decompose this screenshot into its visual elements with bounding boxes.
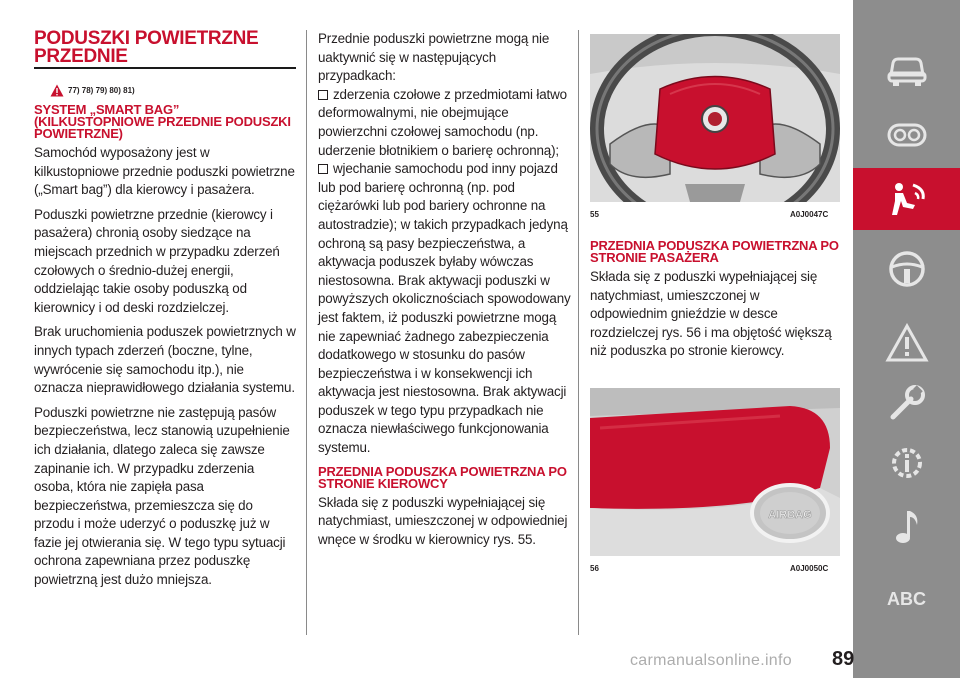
dashboard-airbag-illustration bbox=[590, 388, 840, 556]
sidebar-item-safety[interactable] bbox=[853, 168, 960, 230]
paragraph-driver-airbag: Składa się z poduszki wypełniającej się natychmiast, umieszczonej w odpowiedniej wnęce w środku w kierownicy rys. 55. bbox=[318, 494, 568, 547]
paragraph-non-activation: Brak uruchomienia poduszek powietrznych w innych typach zderzeń (boczne, tylne, wywrócenie się samochodu itp.), nie oznacza nieprawidłowego działania systemu. bbox=[34, 324, 296, 396]
warning-triangle-icon bbox=[50, 84, 64, 97]
page-title: PODUSZKI POWIETRZNE PRZEDNIE bbox=[34, 28, 259, 67]
chapter-sidebar bbox=[853, 0, 960, 678]
index-abc-label: ABC bbox=[887, 588, 926, 609]
figure-55-steering-wheel bbox=[590, 34, 840, 202]
sidebar-item-technical-data[interactable] bbox=[853, 432, 960, 494]
watermark: carmanualsonline.info bbox=[630, 652, 792, 669]
column-right bbox=[590, 240, 840, 361]
bullet-item: zderzenia czołowe z przedmiotami łatwo deformowalnymi, nie obejmujące powierzchni czołowej samochodu (np. uderzenie błotnikiem o barierę ochronną); bbox=[318, 86, 567, 158]
warning-references bbox=[50, 84, 135, 97]
sidebar-item-emergency[interactable] bbox=[853, 312, 960, 374]
figure-56-passenger-airbag bbox=[590, 388, 840, 556]
sidebar-item-car[interactable] bbox=[853, 38, 960, 100]
paragraph-passenger-airbag: Składa się z poduszki wypełniającej się natychmiast, umieszczonej w odpowiednim gnieździe w desce rozdzielczej rys. 56 i ma objętość większą niż poduszka po stronie kierowcy. bbox=[590, 269, 832, 359]
figure-56-number: 56 bbox=[590, 564, 599, 573]
title-divider bbox=[34, 67, 296, 69]
checkbox-bullet-icon bbox=[318, 90, 328, 100]
service-icon bbox=[885, 443, 929, 483]
heading-driver-airbag: PRZEDNIA PODUSZKA POWIETRZNA PO STRONIE KIEROWCY bbox=[318, 463, 567, 491]
airbag-label-text: AIRBAG bbox=[768, 509, 812, 521]
wrench-icon bbox=[885, 383, 929, 423]
column-middle bbox=[318, 30, 576, 549]
figure-55-code: A0J0047C bbox=[790, 210, 829, 219]
sidebar-item-dashboard[interactable] bbox=[853, 104, 960, 166]
paragraph-may-not-activate: Przednie poduszki powietrzne mogą nie uaktywnić się w następujących przypadkach: bbox=[318, 31, 550, 84]
heading-passenger-airbag: PRZEDNIA PODUSZKA POWIETRZNA PO STRONIE PASAŻERA bbox=[590, 238, 839, 265]
page-number: 89 bbox=[832, 648, 855, 670]
paragraph-seatbelts: Poduszki powietrzne nie zastępują pasów bezpieczeństwa, lecz stanowią uzupełnienie ich działania, dlatego zaleca się zawsze zapinanie ich. W przypadku zderzenia osoba, która nie zapięła pasa bezpieczeństwa, przemieszcza się do przodu i może uderzyć o poduszkę już w fazie jej otwierania się. W tego typu sytuacji ochrona zapewniana przez poduszkę powietrzną jest dużo mniejsza. bbox=[34, 404, 290, 588]
sidebar-item-maintenance[interactable] bbox=[853, 372, 960, 434]
checkbox-bullet-icon bbox=[318, 164, 328, 174]
figure-56-code: A0J0050C bbox=[790, 564, 829, 573]
column-divider bbox=[306, 30, 307, 635]
car-icon bbox=[885, 49, 929, 89]
warning-icon bbox=[885, 323, 929, 363]
bullet-item: wjechanie samochodu pod inny pojazd lub pod barierę ochronną (np. pod ciężarówki lub pod bariery ochronne na autostradzie); w takich przypadkach jedyną ochroną są pasy bezpieczeństwa, a aktywacja poduszek byłaby wówczas niestosowna. Brak aktywacji poduszki w powyższych okolicznościach spowodowany jest faktem, iż poduszki powietrzne mogą nie zapewniać żadnego zabezpieczenia dodatkowego w stosunku do pasów bezpieczeństwa i w konsekwencji ich aktywacja jest niestosowna. Brak aktywacji poduszek w tego typu przypadkach nie oznacza niewłaściwego funkcjonowania systemu. bbox=[318, 161, 571, 456]
paragraph-intro: Samochód wyposażony jest w kilkustopniowe przednie poduszki powietrzne („Smart bag”) dla kierowcy i pasażera. bbox=[34, 145, 295, 198]
airbag-icon bbox=[885, 179, 929, 219]
heading-smart-bag: SYSTEM „SMART BAG” (KILKUSTOPNIOWE PRZEDNIE PODUSZKI POWIETRZNE) bbox=[34, 102, 291, 141]
steering-wheel-icon bbox=[885, 249, 929, 289]
column-divider bbox=[578, 30, 579, 635]
sidebar-item-index[interactable] bbox=[853, 568, 960, 630]
sidebar-item-driving[interactable] bbox=[853, 238, 960, 300]
column-left bbox=[34, 104, 296, 590]
warning-refs-text: 77) 78) 79) 80) 81) bbox=[68, 86, 135, 95]
dashboard-icon bbox=[885, 115, 929, 155]
sidebar-item-multimedia[interactable] bbox=[853, 496, 960, 558]
paragraph-protection: Poduszki powietrzne przednie (kierowcy i pasażera) chronią osoby siedzące na miejscach przednich w przypadku zderzeń czołowych o średnio-dużej energii, oddzielając takie osoby poduszką od kierownicy i od deski rozdzielczej. bbox=[34, 206, 280, 315]
figure-55-number: 55 bbox=[590, 210, 599, 219]
music-icon bbox=[885, 507, 929, 547]
steering-wheel-illustration bbox=[590, 34, 840, 202]
